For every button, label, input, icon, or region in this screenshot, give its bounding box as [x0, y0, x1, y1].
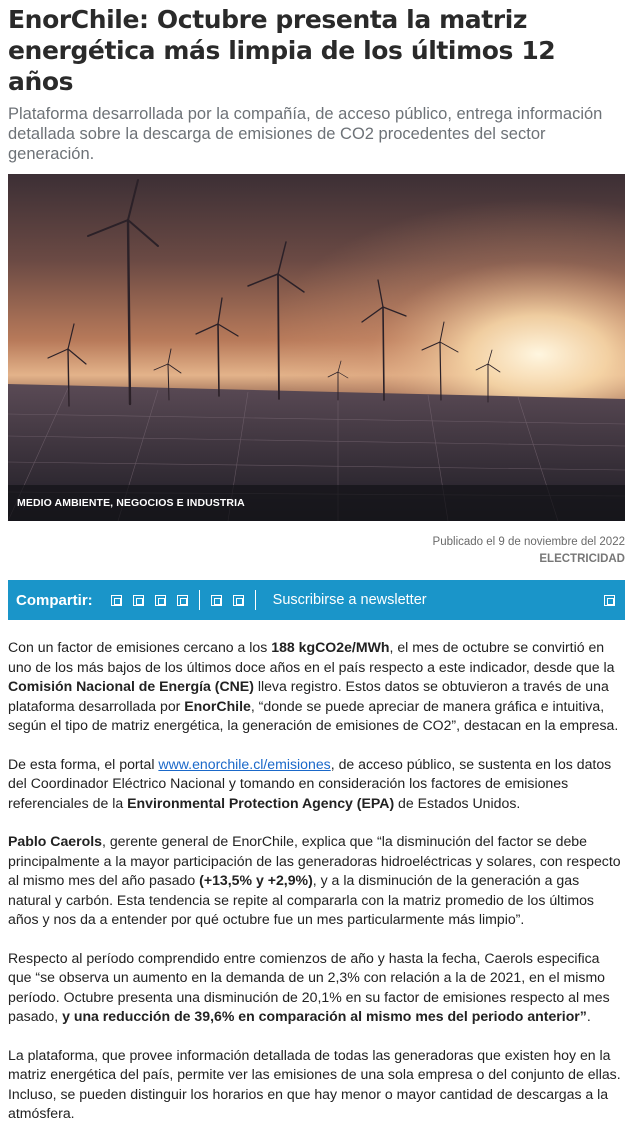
whatsapp-icon[interactable]: [177, 595, 188, 606]
paragraph: Pablo Caerols, gerente general de EnorChile, explica que “la disminución del factor se debe principalmente a la mayor participación de las generadoras hidroeléctricas y solares, con respecto al mismo mes del año pasado (+13,5% y +2,9%), y a la disminución de la generación a gas natural y carbón. Esta tendencia se repite al compararla con la matriz promedio de los últimos años y nos da a entender por qué octubre fue un mes particularmente más limpio”.: [8, 833, 621, 927]
share-divider: [199, 590, 200, 610]
article-body: [8, 638, 625, 1124]
facebook-icon[interactable]: [111, 595, 122, 606]
paragraph: Respecto al período comprendido entre comienzos de año y hasta la fecha, Caerols especifica que “se observa un aumento en la demanda de un 2,3% con relación a la de 2021, en el mismo período. Octubre presenta una disminución de 20,1% en su factor de emisiones respecto al mes pasado, y una reducción de 39,6% en comparación al mismo mes del periodo anterior”.: [8, 949, 610, 1024]
paragraph: Con un factor de emisiones cercano a los 188 kgCO2e/MWh, el mes de octubre se convirtió en uno de los más bajos de los últimos doce años en el país respecto a este indicador, desde que la Comisión Nacional de Energía (CNE) lleva registro. Estos datos se obtuvieron a través de una plataforma desarrollada por EnorChile, “donde se puede apreciar de manera gráfica e intuitiva, según el tipo de matriz energética, la generación de emisiones de CO2”, destacan en la empresa.: [8, 639, 619, 733]
article-subtitle: Plataforma desarrollada por la compañía, de acceso público, entrega información detallada sobre la descarga de emisiones de CO2 procedentes del sector generación.: [8, 105, 603, 163]
share-divider: [255, 590, 256, 610]
print-icon[interactable]: [233, 595, 244, 606]
expand-icon[interactable]: [604, 595, 615, 606]
newsletter-link[interactable]: Suscribirse a newsletter: [272, 592, 427, 608]
publish-date: Publicado el 9 de noviembre del 2022: [432, 536, 625, 548]
emissions-portal-link[interactable]: www.enorchile.cl/emisiones: [158, 755, 331, 772]
linkedin-icon[interactable]: [155, 595, 166, 606]
share-bar: [8, 580, 625, 620]
wind-solar-illustration: [8, 174, 625, 521]
paragraph: De esta forma, el portal www.enorchile.cl/emisiones, de acceso público, se sustenta en los datos del Coordinador Eléctrico Nacional y tomando en consideración los factores de emisiones referenciales de la Environmental Protection Agency (EPA) de Estados Unidos.: [8, 755, 612, 811]
article-title: EnorChile: Octubre presenta la matriz energética más limpia de los últimos 12 años: [8, 5, 556, 96]
paragraph: La plataforma, que provee información detallada de todas las generadoras que existen hoy en la matriz energética del país, permite ver las emisiones de una sola empresa o del conjunto de ellas. Incluso, se pueden distinguir los horarios en que hay menor o mayor cantidad de descargas a la atmósfera.: [8, 1046, 621, 1121]
section-tag[interactable]: ELECTRICIDAD: [539, 553, 625, 565]
twitter-icon[interactable]: [133, 595, 144, 606]
share-label: Compartir:: [16, 591, 93, 609]
article-meta: [8, 534, 625, 568]
email-icon[interactable]: [211, 595, 222, 606]
hero-image: [8, 174, 625, 521]
image-category-caption[interactable]: MEDIO AMBIENTE, NEGOCIOS E INDUSTRIA: [8, 485, 625, 521]
